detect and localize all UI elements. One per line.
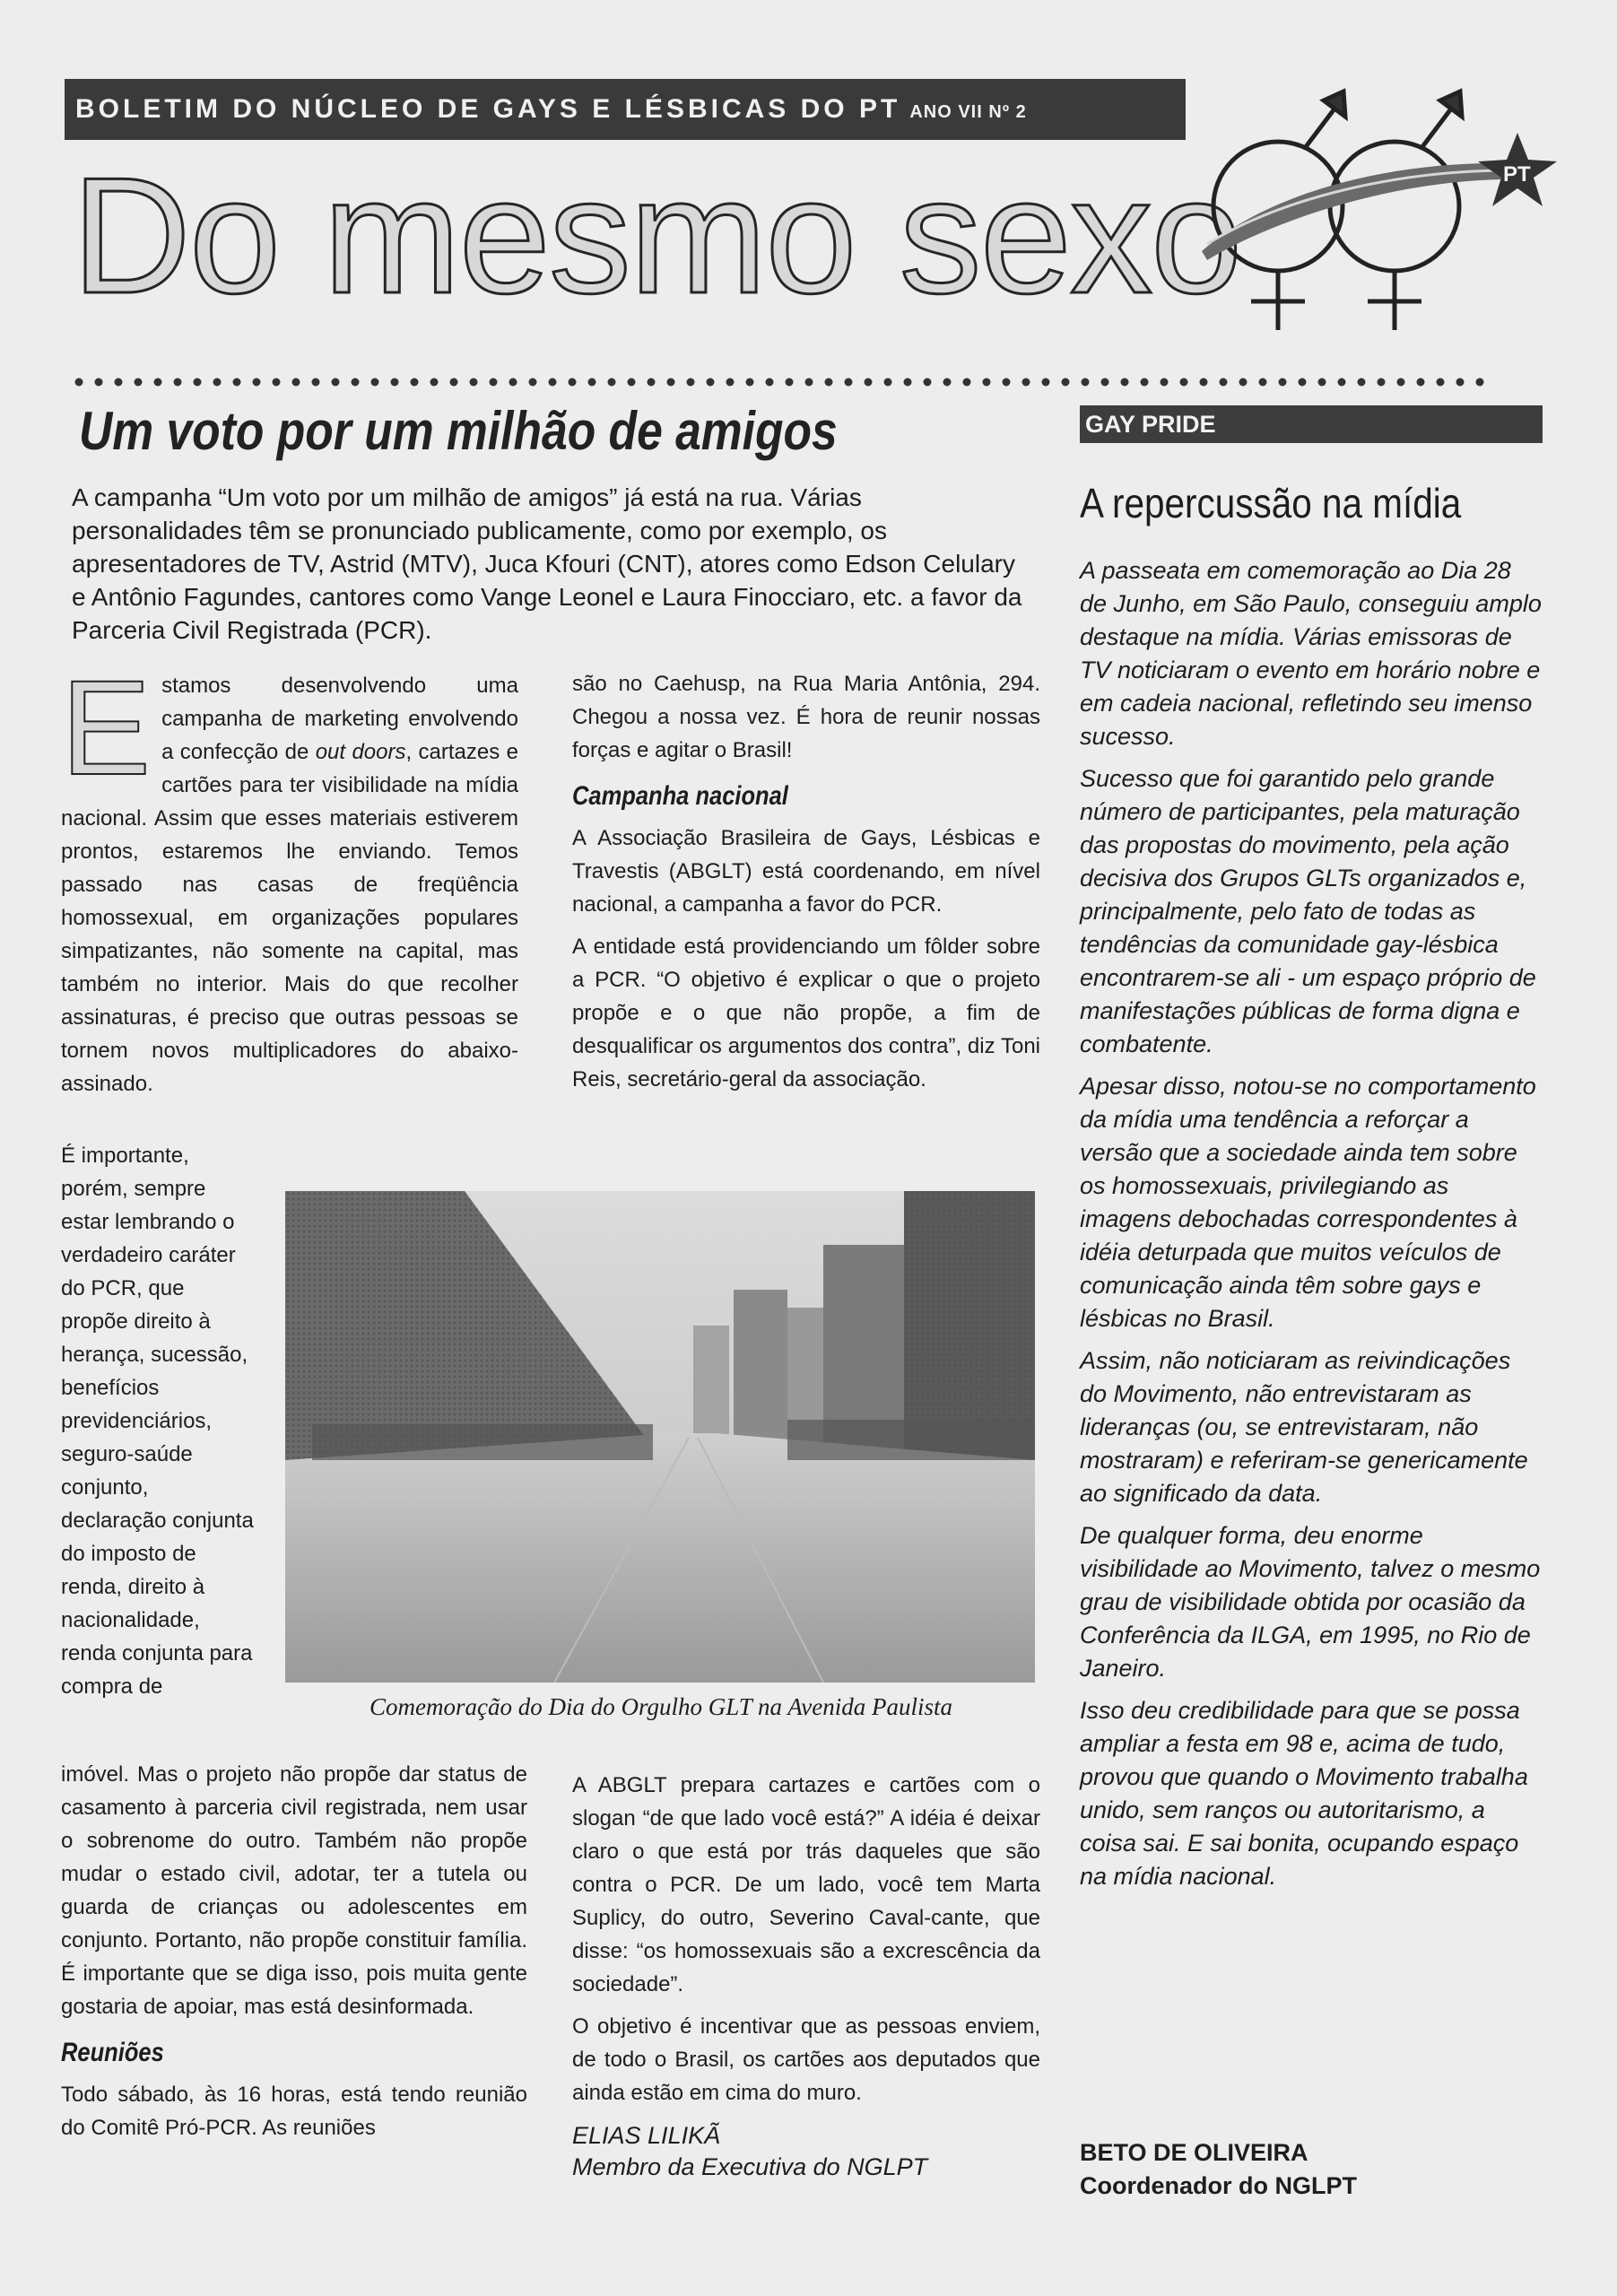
divider-dot <box>1358 378 1366 387</box>
divider-dot <box>963 378 971 387</box>
divider-dot <box>233 378 241 387</box>
divider-dot <box>845 378 853 387</box>
lead-intro: A campanha “Um voto por um milhão de amigos” já está na rua. Várias personalidades têm se pronunciado publicamente, como por exemplo, os apresentadores de TV, Astrid (MTV), Juca Kfouri (CNT), atores como Edson Celulary e Antônio Fagundes, cantores como Vange Leonel e Laura Finocciaro, etc. a favor da Parceria Civil Registrada (PCR). <box>72 483 1022 644</box>
divider-dot <box>983 378 991 387</box>
divider-dot <box>1476 378 1484 387</box>
divider-dot <box>1397 378 1405 387</box>
crowd-right <box>787 1420 1035 1460</box>
sidebar-paragraph: Isso deu credibilidade para que se possa ampliar a festa em 98 e, acima de tudo, provou que quando o Movimento trabalha unido, sem ranços ou autoritarismo, a coisa sai. E sai bonita, ocupando espaço na mídia nacional. <box>1080 1697 1528 1890</box>
divider-dot <box>273 378 281 387</box>
col2-paragraph-1: são no Caehusp, na Rua Maria Antônia, 294. Chegou a nossa vez. É hora de reunir nossas forças e agitar o Brasil! <box>572 672 1040 762</box>
divider-dot <box>1042 378 1050 387</box>
divider-dot <box>1022 378 1030 387</box>
divider-dot <box>1121 378 1129 387</box>
divider-dot <box>1299 378 1307 387</box>
divider-dot <box>1062 378 1070 387</box>
divider-dot <box>1417 378 1425 387</box>
circle-right <box>1330 142 1459 271</box>
divider-dot <box>1338 378 1346 387</box>
column-1-top <box>61 652 518 1109</box>
sidebar-headline: A repercussão na mídia <box>1080 480 1462 526</box>
divider-dot <box>825 378 833 387</box>
divider-dot <box>628 378 636 387</box>
divider-dot <box>332 378 340 387</box>
col2-paragraph-5: O objetivo é incentivar que as pessoas enviem, de todo o Brasil, os cartões aos deputados que ainda estão em cima do muro. <box>572 2014 1040 2105</box>
meetings-text: Todo sábado, às 16 horas, está tendo reunião do Comitê Pró-PCR. As reuniões <box>61 2083 527 2140</box>
divider-dot <box>1279 378 1287 387</box>
divider-dot <box>1003 378 1011 387</box>
divider-dot <box>154 378 162 387</box>
divider-dot <box>707 378 715 387</box>
avenue <box>285 1433 1035 1683</box>
divider-dot <box>924 378 932 387</box>
divider-dot <box>1437 378 1445 387</box>
campaign-heading: Campanha nacional <box>572 781 788 811</box>
divider-dot <box>312 378 320 387</box>
lead-paragraph-2-cont: imóvel. Mas o projeto não propõe dar status de casamento à parceria civil registrada, nem usar o sobrenome do outro. Também não propõe mudar o estado civil, adotar, ter a tutela ou guarda de crianças ou adolescentes em conjunto. Portanto, não propõe constituir família. É importante que se diga isso, pois muita gente gostaria de apoiar, mas está desinformada. <box>61 1762 527 2019</box>
divider-dot <box>490 378 498 387</box>
sidebar-article <box>1080 554 1543 1902</box>
divider-dot <box>667 378 675 387</box>
masthead-title: Do mesmo sexo <box>72 143 1241 327</box>
divider-dot <box>115 378 123 387</box>
divider-dot <box>470 378 478 387</box>
lead-signature <box>572 2120 1040 2183</box>
divider-dot <box>1180 378 1188 387</box>
dotted-divider <box>72 375 1489 389</box>
divider-dot <box>1161 378 1169 387</box>
divider-dot <box>943 378 952 387</box>
divider-dot <box>1220 378 1228 387</box>
divider-dot <box>213 378 222 387</box>
sidebar-signature <box>1080 2136 1543 2203</box>
issue-number: ANO VII Nº 2 <box>909 102 1027 122</box>
divider-dot <box>648 378 656 387</box>
divider-dot <box>430 378 439 387</box>
column-2-top <box>572 667 1040 1105</box>
divider-dot <box>391 378 399 387</box>
divider-dot <box>726 378 735 387</box>
divider-dot <box>1456 378 1465 387</box>
building-center-1 <box>734 1290 787 1460</box>
meetings-heading: Reuniões <box>61 2038 164 2067</box>
sidebar-paragraph: Apesar disso, notou-se no comportamento da mídia uma tendência a reforçar a versão que a sociedade ainda tem sobre os homossexuais, privilegiando as imagens debochadas correspondentes à idéia deturpada que muitos veículos de comunicação ainda têm sobre gays e lésbicas no Brasil. <box>1080 1073 1536 1332</box>
divider-dot <box>1378 378 1386 387</box>
lead-paragraph-2: É importante, porém, sempre estar lembrando o verdadeiro caráter do PCR, que propõe direito à herança, sucessão, benefícios previdenciários, seguro-saúde conjunto, declaração conjunta do imposto de renda, direito à nacionalidade, renda conjunta para compra de <box>61 1144 254 1699</box>
divider-dot <box>292 378 300 387</box>
divider-dot <box>529 378 537 387</box>
sidebar-paragraph: De qualquer forma, deu enorme visibilidade ao Movimento, talvez o mesmo grau de visibilidade obtida por ocasião da Conferência da ILGA, em 1995, no Rio de Janeiro. <box>1080 1522 1541 1682</box>
sidebar-paragraph: A passeata em comemoração ao Dia 28 de Junho, em São Paulo, conseguiu amplo destaque na mídia. Várias emissoras de TV noticiaram o evento em horário nobre e em cadeia nacional, refletindo seu imenso sucesso. <box>1080 557 1542 750</box>
lead-headline: Um voto por um milhão de amigos <box>79 401 838 461</box>
divider-dot <box>588 378 596 387</box>
divider-dot <box>450 378 458 387</box>
sidebar-paragraph: Assim, não noticiaram as reivindicações do Movimento, não entrevistaram as lideranças (ou, se entrevistaram, não mostraram) e referiram-se genericamente ao significado da data. <box>1080 1347 1528 1507</box>
divider-dot <box>1141 378 1149 387</box>
drop-cap: E <box>61 652 152 803</box>
divider-dot <box>766 378 774 387</box>
divider-dot <box>608 378 616 387</box>
divider-dot <box>1239 378 1248 387</box>
lead-paragraph-1: Estamos desenvolvendo uma campanha de marketing envolvendo a confecção de out doors, cartazes e cartões para ter visibilidade na mídia nacional. Assim que esses materiais estiverem prontos, estaremos lhe enviando. Temos passado nas casas de freqüência homossexual, em organizações populares simpatizantes, não somente na capital, mas também no interior. Mais do que recolher assinaturas, é preciso que outras pessoas se tornem novos multiplicadores do abaixo-assinado. <box>61 652 518 1096</box>
divider-dot <box>865 378 873 387</box>
divider-dot <box>352 378 360 387</box>
column-1-narrow <box>61 1139 254 1712</box>
divider-dot <box>194 378 202 387</box>
divider-dot <box>135 378 143 387</box>
divider-dot <box>746 378 754 387</box>
divider-dot <box>904 378 912 387</box>
avenida-paulista-photo <box>285 1191 1035 1683</box>
sidebar-author-name: BETO DE OLIVEIRA <box>1080 2139 1308 2166</box>
divider-dot <box>1318 378 1326 387</box>
newsletter-banner <box>65 79 1186 140</box>
divider-dot <box>569 378 577 387</box>
gay-pride-section-bar: GAY PRIDE <box>1080 405 1543 443</box>
divider-dot <box>786 378 794 387</box>
pt-gender-logo <box>1166 81 1578 350</box>
author-role: Membro da Executiva do NGLPT <box>572 2153 928 2180</box>
author-name: ELIAS LILIKÃ <box>572 2122 721 2149</box>
photo-caption: Comemoração do Dia do Orgulho GLT na Avenida Paulista <box>369 1693 952 1720</box>
col2-paragraph-3: A entidade está providenciando um fôlder sobre a PCR. “O objetivo é explicar o que o projeto propõe e o que não propõe, a fim de desqualificar os argumentos dos contra”, diz Toni Reis, secretário-geral da associação. <box>572 935 1040 1091</box>
divider-dot <box>805 378 813 387</box>
divider-dot <box>1259 378 1267 387</box>
divider-dot <box>174 378 182 387</box>
divider-dot <box>371 378 379 387</box>
banner-text: BOLETIM DO NÚCLEO DE GAYS E LÉSBICAS DO PT <box>75 94 901 124</box>
divider-dot <box>1082 378 1090 387</box>
logo-text: PT <box>1503 162 1531 187</box>
col2-paragraph-4: A ABGLT prepara cartazes e cartões com o slogan “de que lado você está?” A idéia é deixar claro o que está por trás daqueles que são contra o PCR. De um lado, você tem Marta Suplicy, do outro, Severino Caval-cante, que disse: “os homossexuais são a excrescência da sociedade”. <box>572 1773 1040 1996</box>
divider-dot <box>75 378 83 387</box>
divider-dot <box>411 378 419 387</box>
column-1-bottom <box>61 1758 527 2153</box>
sidebar-author-role: Coordenador do NGLPT <box>1080 2172 1357 2199</box>
sidebar-paragraph: Sucesso que foi garantido pelo grande número de participantes, pela maturação das propostas do movimento, pela ação decisiva dos Grupos GLTs organizados e, principalmente, pelo fato de todas as tendências da comunidade gay-lésbica encontrarem-se ali - um espaço próprio de manifestações públicas de forma digna e combatente. <box>1080 765 1536 1057</box>
divider-dot <box>1101 378 1109 387</box>
divider-dot <box>253 378 261 387</box>
divider-dot <box>1200 378 1208 387</box>
divider-dot <box>95 378 103 387</box>
column-2-bottom <box>572 1769 1040 2183</box>
divider-dot <box>549 378 557 387</box>
divider-dot <box>884 378 892 387</box>
divider-dot <box>509 378 517 387</box>
crowd-left <box>312 1424 653 1460</box>
col2-paragraph-2: A Associação Brasileira de Gays, Lésbicas e Travestis (ABGLT) está coordenando, em nível nacional, a campanha a favor do PCR. <box>572 826 1040 917</box>
divider-dot <box>687 378 695 387</box>
